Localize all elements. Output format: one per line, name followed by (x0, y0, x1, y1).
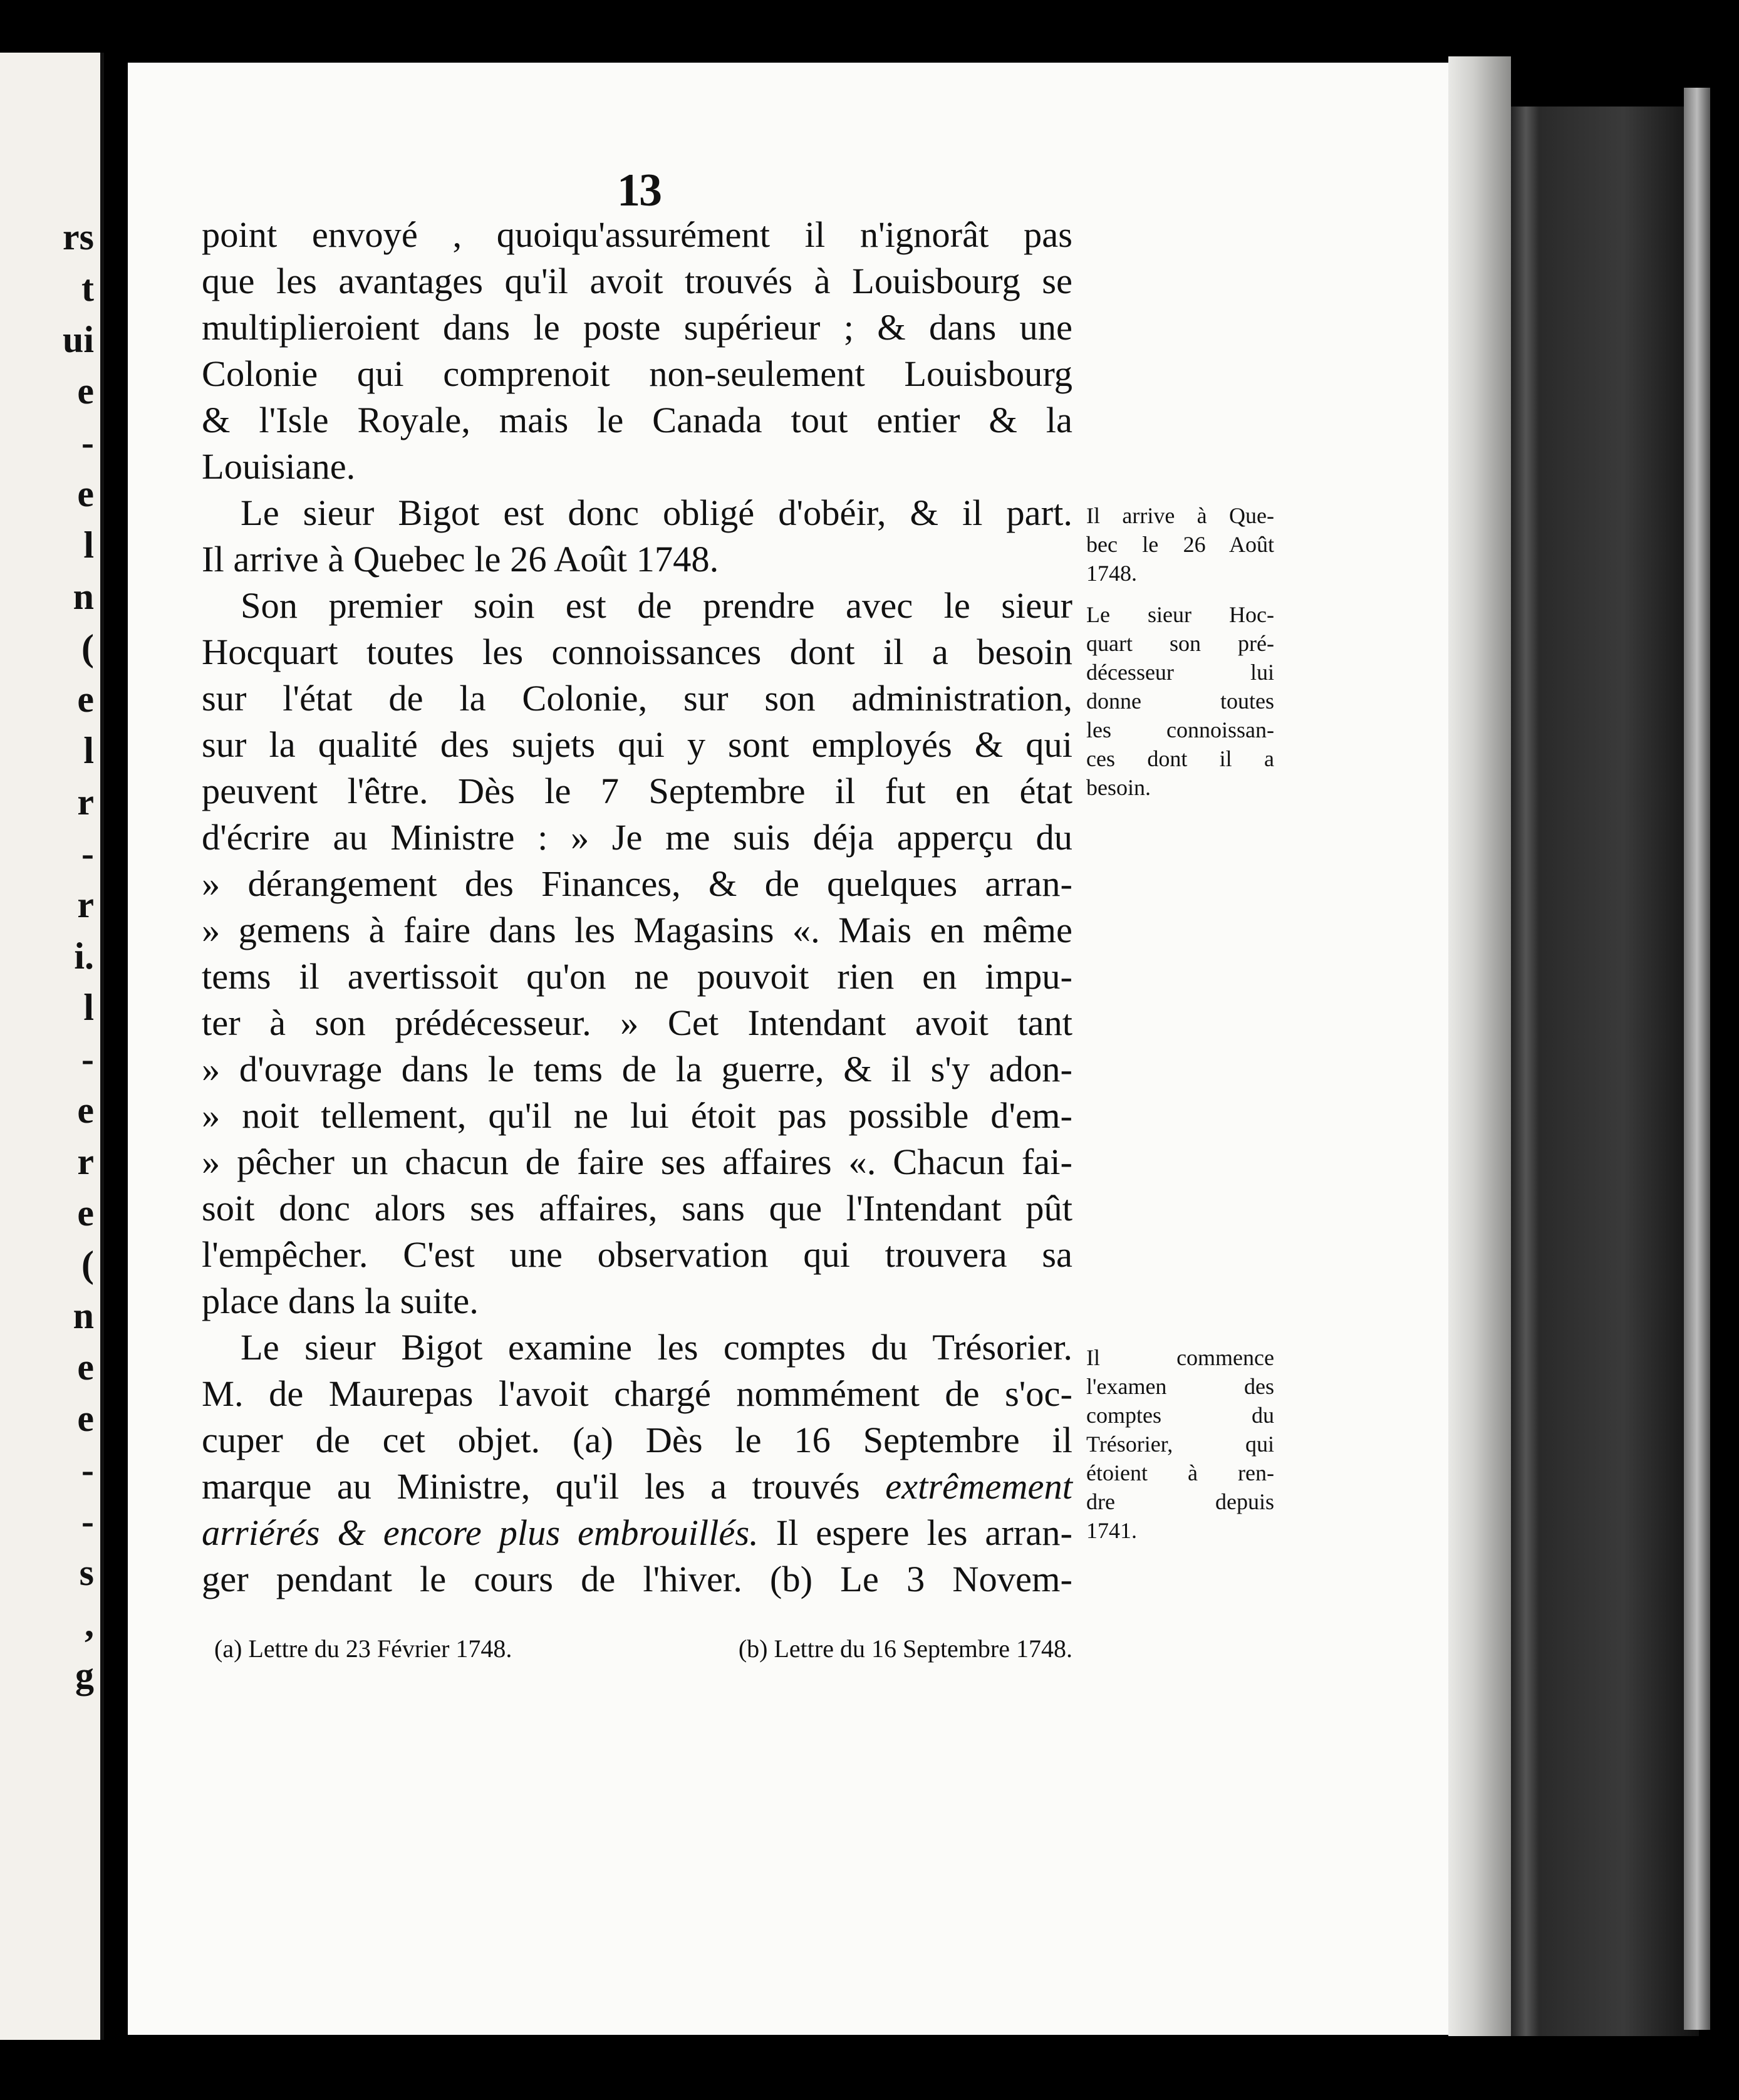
text-span: marque au Ministre, qu'il les a trouvés (202, 1466, 886, 1507)
previous-page-fragment: , (85, 1603, 94, 1645)
margin-note-line: dre depuis (1086, 1489, 1274, 1514)
margin-note-line: Il arrive à Que- (1086, 503, 1274, 528)
previous-page-fragment: - (81, 1500, 94, 1542)
text-line: multiplieroient dans le poste supérieur ; & dans une (202, 307, 1072, 348)
footnotes (214, 1634, 1072, 1663)
previous-page-fragment: e (77, 1346, 94, 1388)
spine-highlight (1684, 88, 1710, 2030)
margin-note-line: besoin. (1086, 775, 1151, 800)
book-spine (1511, 107, 1699, 2036)
previous-page-edge (0, 53, 104, 2040)
margin-note-line: 1748. (1086, 561, 1137, 586)
text-line: ter à son prédécesseur. » Cet Intendant avoit tant (202, 1002, 1072, 1043)
italic-text: arriérés & encore plus embrouillés. (202, 1512, 759, 1553)
previous-page-fragment: r (77, 884, 94, 925)
text-line: sur la qualité des sujets qui y sont employés & qui (202, 724, 1072, 765)
previous-page-fragment: e (77, 1089, 94, 1131)
previous-page-fragment: rs (63, 216, 94, 257)
previous-page-fragment: - (81, 422, 94, 463)
previous-page-fragment: l (83, 524, 94, 566)
text-line: sur l'état de la Colonie, sur son administration, (202, 678, 1072, 719)
margin-note-line: Il commence (1086, 1345, 1274, 1370)
footnote-b: (b) Lettre du 16 Septembre 1748. (738, 1635, 1072, 1663)
previous-page-fragment: l (83, 730, 94, 771)
margin-note-line: Le sieur Hoc- (1086, 602, 1274, 627)
italic-text: extrêmement (885, 1466, 1072, 1507)
previous-page-fragment: ( (81, 1244, 94, 1285)
text-line: M. de Maurepas l'avoit chargé nommément de s'oc- (202, 1373, 1072, 1414)
margin-note-line: les connoissan- (1086, 717, 1274, 742)
footnote-a: (a) Lettre du 23 Février 1748. (214, 1635, 512, 1663)
previous-page-fragment: s (79, 1552, 94, 1593)
text-line: & l'Isle Royale, mais le Canada tout entier & la (202, 400, 1072, 440)
text-line: l'empêcher. C'est une observation qui trouvera sa (202, 1234, 1072, 1275)
text-line: peuvent l'être. Dès le 7 Septembre il fut en état (202, 771, 1072, 811)
previous-page-fragment: e (77, 1398, 94, 1439)
text-line: Le sieur Bigot examine les comptes du Trésorier. (241, 1327, 1072, 1368)
text-line: d'écrire au Ministre : » Je me suis déja apperçu du (202, 817, 1072, 858)
margin-note-line: comptes du (1086, 1403, 1274, 1428)
margin-note-accounts (1086, 1343, 1274, 1545)
previous-page-fragment: - (81, 833, 94, 874)
margin-note-arrival (1086, 501, 1274, 588)
margin-note-line: bec le 26 Août (1086, 532, 1274, 557)
margin-note-line: quart son pré- (1086, 631, 1274, 656)
body-text (202, 212, 1072, 1603)
text-line: » d'ouvrage dans le tems de la guerre, & il s'y adon- (202, 1049, 1072, 1089)
previous-page-fragment: r (77, 1141, 94, 1182)
previous-page-fragment: t (81, 268, 94, 309)
previous-page-fragment: r (77, 781, 94, 823)
margin-note-line: l'examen des (1086, 1374, 1274, 1399)
text-line: point envoyé , quoiqu'assurément il n'ignorât pas (202, 214, 1072, 255)
text-line: soit donc alors ses affaires, sans que l'Intendant pût (202, 1188, 1072, 1229)
text-line: » noit tellement, qu'il ne lui étoit pas possible d'em- (202, 1095, 1072, 1136)
text-line: Le sieur Bigot est donc obligé d'obéir, & il part. (241, 492, 1072, 533)
text-line: Louisiane. (202, 446, 356, 487)
previous-page-fragment: i. (74, 935, 94, 977)
previous-page-fragment: n (73, 576, 94, 617)
margin-note-line: ces dont il a (1086, 746, 1274, 771)
previous-page-fragment: n (73, 1295, 94, 1336)
text-line: cuper de cet objet. (a) Dès le 16 Septembre il (202, 1420, 1072, 1460)
margin-note-line: 1741. (1086, 1518, 1137, 1543)
text-line (202, 1510, 1072, 1556)
text-line: » gemens à faire dans les Magasins «. Mais en même (202, 910, 1072, 950)
page-number: 13 (617, 165, 661, 216)
previous-page-fragment: g (75, 1655, 94, 1696)
text-line: que les avantages qu'il avoit trouvés à Louisbourg se (202, 261, 1072, 301)
previous-page-fragment: ui (62, 319, 94, 360)
text-span: Il espere les arran- (758, 1512, 1073, 1553)
text-line: Colonie qui comprenoit non-seulement Louisbourg (202, 353, 1072, 394)
previous-page-fragment: l (83, 987, 94, 1028)
previous-page-fragment: e (77, 473, 94, 514)
previous-page-fragment: e (77, 370, 94, 412)
text-line: place dans la suite. (202, 1281, 479, 1321)
text-line: Il arrive à Quebec le 26 Août 1748. (202, 539, 719, 580)
previous-page-fragment: ( (81, 627, 94, 668)
page-gutter-shadow (1448, 56, 1511, 2036)
text-line: ger pendant le cours de l'hiver. (b) Le 3 Novem- (202, 1559, 1072, 1599)
text-line (202, 1463, 1072, 1510)
text-line: tems il avertissoit qu'on ne pouvoit rien en impu- (202, 956, 1072, 997)
margin-note-line: décesseur lui (1086, 660, 1274, 685)
margin-note-line: étoient à ren- (1086, 1460, 1274, 1485)
previous-page-fragment: e (77, 678, 94, 720)
margin-note-line: Trésorier, qui (1086, 1432, 1274, 1457)
text-line: » pêcher un chacun de faire ses affaires «. Chacun fai- (202, 1141, 1072, 1182)
previous-page-fragment: - (81, 1449, 94, 1490)
margin-note-hocquart (1086, 600, 1274, 802)
margin-note-line: donne toutes (1086, 689, 1274, 714)
text-line: Son premier soin est de prendre avec le sieur (241, 585, 1072, 626)
previous-page-fragment: - (81, 1038, 94, 1079)
text-line: Hocquart toutes les connoissances dont il a besoin (202, 632, 1072, 672)
previous-page-fragment: e (77, 1192, 94, 1234)
text-line: » dérangement des Finances, & de quelques arran- (202, 863, 1072, 904)
